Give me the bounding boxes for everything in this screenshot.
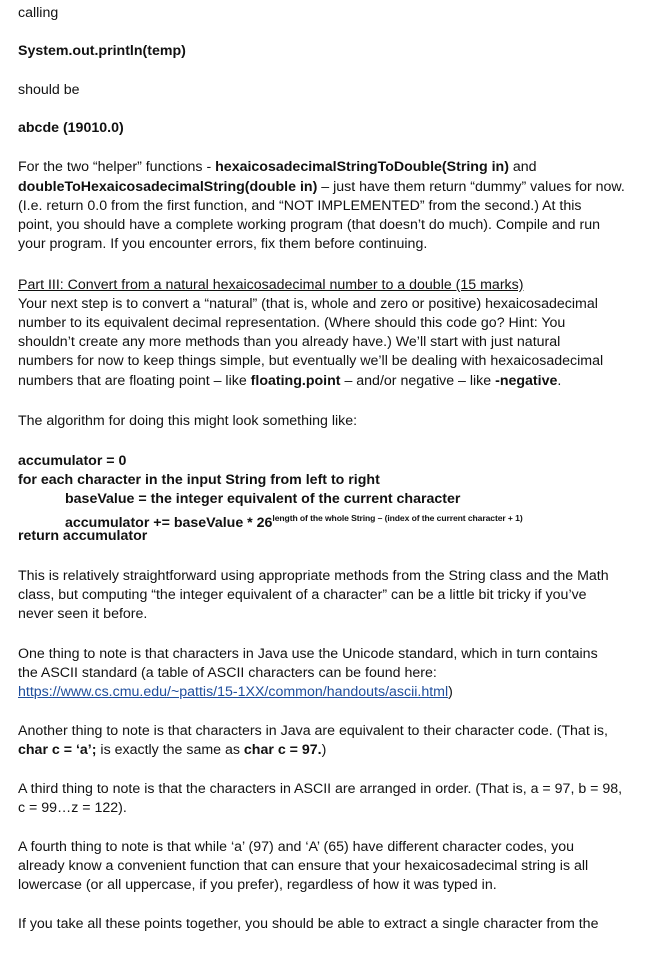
- helpers-line-4: point, you should have a complete working program (that doesn’t do much). Compile and run: [18, 217, 601, 233]
- part3-heading: Part III: Convert from a natural hexaicosadecimal number to a double (15 marks): [18, 277, 524, 293]
- part3-line-5: numbers that are floating point – like floating.point – and/or negative – like -negative.: [18, 373, 562, 389]
- helpers-line-3: (I.e. return 0.0 from the first function, and “NOT IMPLEMENTED” from the second.) At this: [18, 198, 582, 214]
- algorithm-line-5: return accumulator: [18, 528, 148, 544]
- helpers-line-1: For the two “helper” functions - hexaicosadecimalStringToDouble(String in) and: [18, 159, 537, 175]
- order-line-1: A third thing to note is that the characters in ASCII are arranged in order. (That is, a = 97, b = 98,: [18, 781, 623, 797]
- unicode-line-3: https://www.cs.cmu.edu/~pattis/15-1XX/common/handouts/ascii.html): [18, 684, 453, 700]
- charcode-line-1: Another thing to note is that characters in Java are equivalent to their character code. (That is,: [18, 723, 608, 739]
- part3-line-1: Your next step is to convert a “natural” (that is, whole and zero or positive) hexaicosadecimal: [18, 296, 598, 312]
- algorithm-line-2: for each character in the input String from left to right: [18, 472, 380, 488]
- ascii-table-link[interactable]: https://www.cs.cmu.edu/~pattis/15-1XX/common/handouts/ascii.html: [18, 684, 449, 700]
- part3-line-2: number to its equivalent decimal representation. (Where should this code go? Hint: You: [18, 315, 566, 331]
- exponent-text: length of the whole String – (index of the current character + 1): [272, 513, 523, 523]
- algorithm-line-3: baseValue = the integer equivalent of the current character: [65, 491, 461, 507]
- straight-line-1: This is relatively straightforward using appropriate methods from the String class and the Math: [18, 568, 609, 584]
- final-line-1: If you take all these points together, you should be able to extract a single character from the: [18, 916, 599, 932]
- unicode-line-1: One thing to note is that characters in Java use the Unicode standard, which in turn contains: [18, 646, 598, 662]
- algorithm-intro: The algorithm for doing this might look something like:: [18, 413, 358, 429]
- code-expected-output: abcde (19010.0): [18, 120, 124, 136]
- text-should-be: should be: [18, 82, 80, 98]
- case-line-2: already know a convenient function that can ensure that your hexaicosadecimal string is all: [18, 858, 589, 874]
- unicode-line-2: the ASCII standard (a table of ASCII characters can be found here:: [18, 665, 437, 681]
- straight-line-3: never seen it before.: [18, 606, 148, 622]
- case-line-3: lowercase (or all uppercase, if you prefer), regardless of how it was typed in.: [18, 877, 497, 893]
- order-line-2: c = 99…z = 122).: [18, 800, 127, 816]
- algorithm-line-1: accumulator = 0: [18, 453, 127, 469]
- part3-line-4: numbers for now to keep things simple, but eventually we’ll be dealing with hexaicosadecimal: [18, 353, 604, 369]
- charcode-line-2: char c = ‘a’; is exactly the same as char c = 97.): [18, 742, 327, 758]
- helpers-line-5: your program. If you encounter errors, fix them before continuing.: [18, 236, 428, 252]
- text-calling: calling: [18, 5, 59, 21]
- helpers-line-2: doubleToHexaicosadecimalString(double in) – just have them return “dummy” values for now.: [18, 179, 625, 195]
- part3-line-3: shouldn’t create any more methods than you already have.) We’ll start with just natural: [18, 334, 561, 350]
- code-println-call: System.out.println(temp): [18, 43, 186, 59]
- straight-line-2: class, but computing “the integer equivalent of a character” can be a little bit tricky if you’ve: [18, 587, 587, 603]
- algorithm-line-4: accumulator += baseValue * $26^{length of the whole String - (index of the current character + 1)}$: [65, 513, 523, 531]
- case-line-1: A fourth thing to note is that while ‘a’ (97) and ‘A’ (65) have different character codes, you: [18, 839, 574, 855]
